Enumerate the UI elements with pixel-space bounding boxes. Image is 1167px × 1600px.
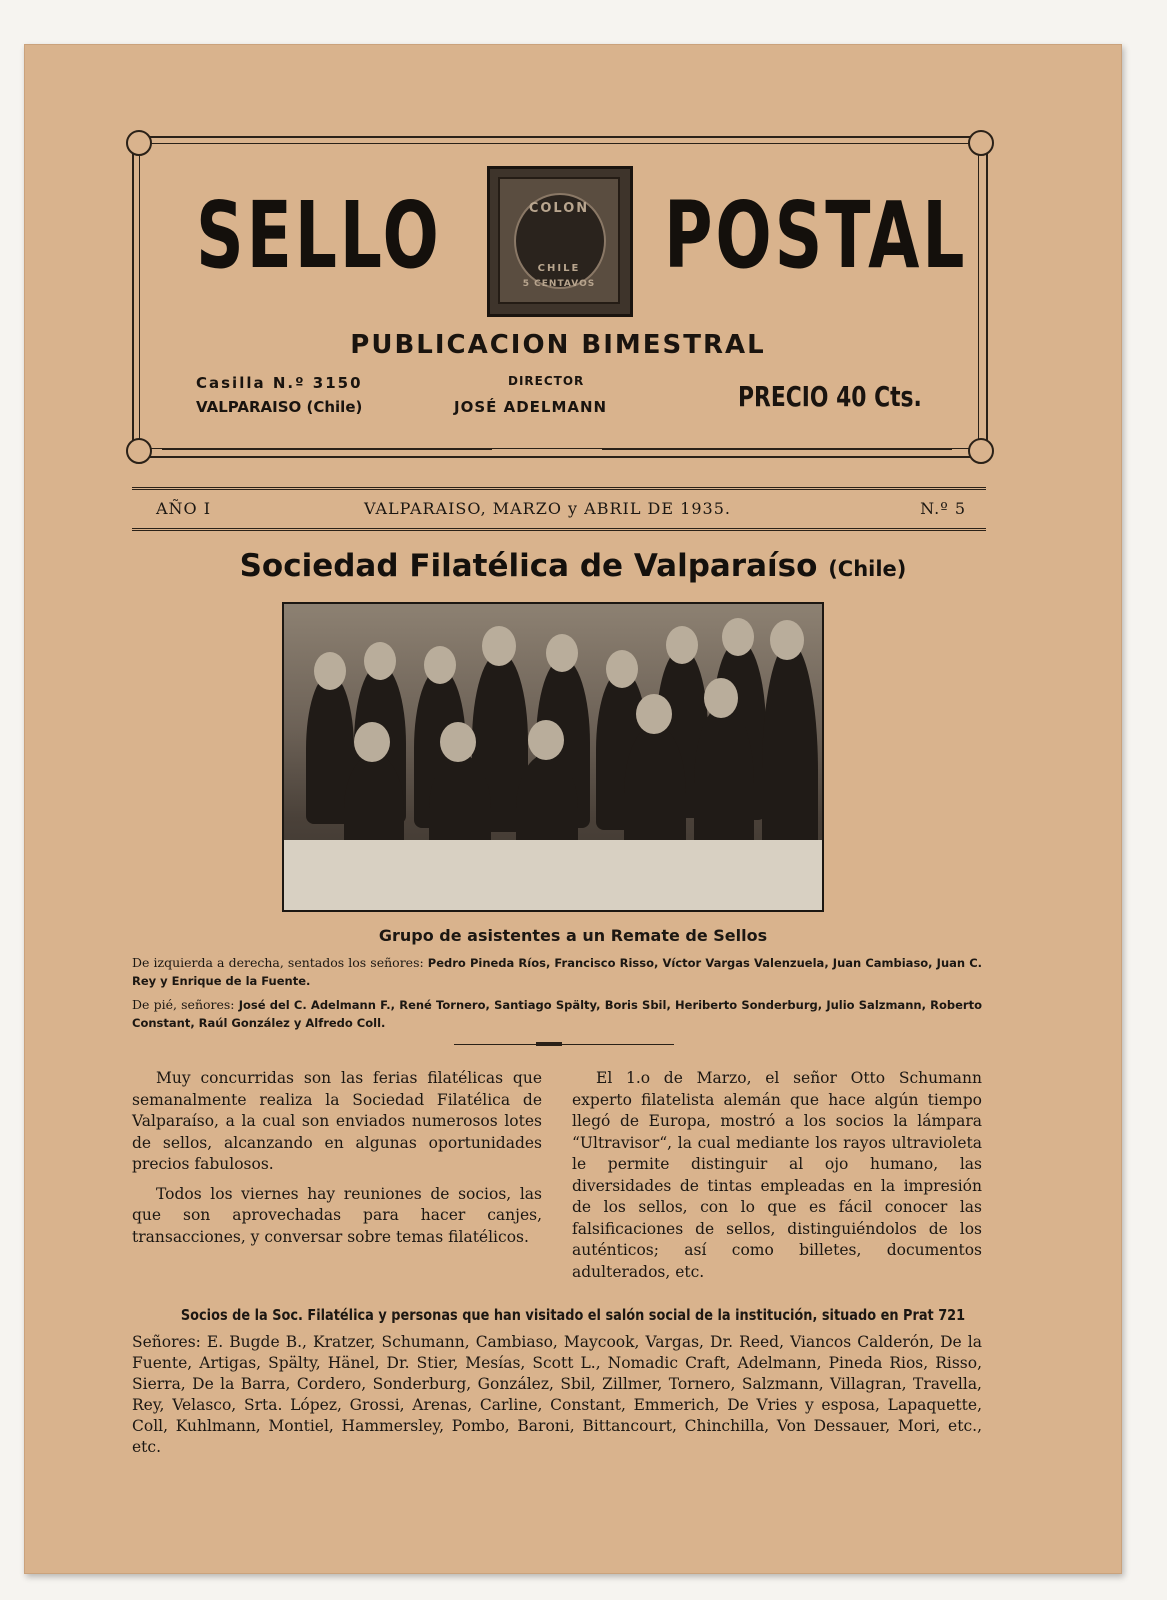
- col1-paragraph-2: Todos los viernes hay reuniones de socios, las que son aprovechadas para hacer canjes, transacciones, y conversar sobre temas filatélicos.: [132, 1184, 542, 1246]
- divider: [454, 1044, 674, 1045]
- seated-intro: De izquierda a derecha, sentados los señores:: [132, 955, 424, 970]
- masthead-title-right: POSTAL: [664, 182, 968, 289]
- masthead: [132, 136, 986, 456]
- magazine-page: [24, 44, 1122, 1574]
- stamp-word-top: COLON: [528, 201, 590, 216]
- price-text: PRECIO 40 Cts.: [738, 380, 922, 413]
- standing-names: [132, 996, 982, 1032]
- article-column-right: [572, 1068, 982, 1291]
- stamp-image: [487, 166, 633, 317]
- city-text: VALPARAISO (Chile): [196, 398, 363, 416]
- issue-number: N.º 5: [920, 499, 966, 518]
- masthead-title-left: SELLO: [196, 182, 442, 289]
- standing-intro: De pié, señores:: [132, 997, 235, 1012]
- article-headline: [24, 548, 1122, 584]
- socios-list: Señores: E. Bugde B., Kratzer, Schumann, Cambiaso, Maycook, Vargas, Dr. Reed, Viancos Calderón, De la Fuente, Artigas, Spälty, Hänel, Dr. Stier, Mesías, Scott L., Nomadic Craft, Adelmann, Pineda Rios, Risso, Sierra, De la Barra, Cordero, Sonderburg, González, Sbil, Zillmer, Tornero, Salzmann, Villagran, Travella, Rey, Velasco, Srta. López, Grossi, Arenas, Carline, Constant, Emmerich, De Vries y esposa, Lapaquette, Coll, Kuhlmann, Montiel, Hammersley, Pombo, Baroni, Bittancourt, Chinchilla, Von Dessauer, Mori, etc., etc.: [132, 1333, 982, 1456]
- masthead-subtitle: PUBLICACION BIMESTRAL: [350, 330, 766, 360]
- director-label: DIRECTOR: [508, 374, 585, 388]
- article-column-left: [132, 1068, 542, 1256]
- divider-ornament: [536, 1042, 562, 1046]
- issue-date: VALPARAISO, MARZO y ABRIL DE 1935.: [364, 499, 731, 518]
- dateline: [132, 487, 986, 531]
- col1-paragraph-1: Muy concurridas son las ferias filatélicas que semanalmente realiza la Sociedad Filatélica de Valparaíso, a la cual son enviados numerosos lotes de sellos, alcanzando en algunas oportunidades precios fabulosos.: [132, 1069, 542, 1173]
- ornament-corner-icon: [968, 130, 994, 156]
- seated-names: [132, 954, 982, 990]
- photo-caption: Grupo de asistentes a un Remate de Sellos: [378, 926, 768, 945]
- ornament-corner-icon: [126, 438, 152, 464]
- stamp-word-mid: CHILE: [537, 263, 581, 274]
- headline-suffix: (Chile): [828, 557, 907, 581]
- stamp-word-bottom: 5 CENTAVOS: [522, 279, 596, 289]
- socios-heading: Socios de la Soc. Filatélica y personas que han visitado el salón social de la institución, situado en Prat 721: [180, 1306, 966, 1324]
- seated-list: Pedro Pineda Ríos, Francisco Risso, Víctor Vargas Valenzuela, Juan Cambiaso, Juan C. Rey y Enrique de la Fuente.: [132, 956, 983, 988]
- group-photo: [282, 602, 824, 912]
- casilla-text: Casilla N.º 3150: [196, 374, 363, 392]
- col2-paragraph-1: El 1.o de Marzo, el señor Otto Schumann experto filatelista alemán que hace algún tiempo llegó de Europa, mostró a los socios la lámpara “Ultravisor“, la cual mediante los rayos ultravioleta le permite distinguir al ojo humano, las diversidades de tintas empleadas en la impresión de los sellos, con lo que es fácil conocer las falsificaciones de sellos, distinguiéndolos de los auténticos; así como billetes, documentos adulterados, etc.: [572, 1069, 982, 1281]
- ornament-corner-icon: [968, 438, 994, 464]
- ornament-corner-icon: [126, 130, 152, 156]
- headline-main: Sociedad Filatélica de Valparaíso: [239, 548, 818, 584]
- table: [284, 840, 822, 910]
- issue-year: AÑO I: [156, 499, 212, 518]
- arrow-left-icon: [602, 448, 952, 450]
- standing-list: José del C. Adelmann F., René Tornero, Santiago Spälty, Boris Sbil, Heriberto Sonderburg, Julio Salzmann, Roberto Constant, Raúl González y Alfredo Coll.: [132, 998, 982, 1030]
- director-name: JOSÉ ADELMANN: [454, 398, 608, 416]
- arrow-right-icon: [162, 448, 492, 450]
